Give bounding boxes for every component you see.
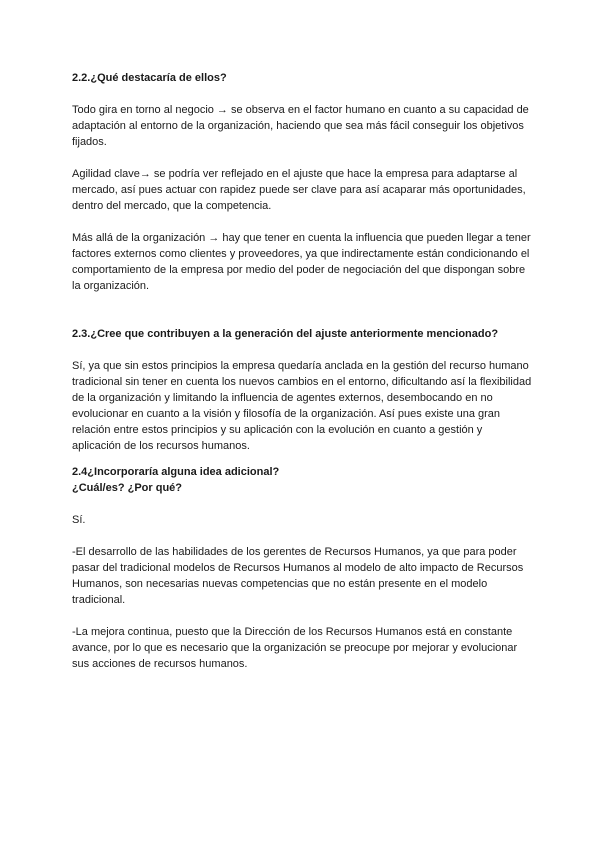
paragraph: -El desarrollo de las habilidades de los gerentes de Recursos Humanos, ya que para poder pasar del tradicional modelos de Recursos Humanos al modelo de alto impacto de Recursos Humanos, son necesarias nuevas competencias que no están presente en el modelo tradicional.	[72, 546, 524, 606]
paragraph: Sí.	[72, 514, 86, 526]
section-heading-2-4-line1: 2.4¿Incorporaría alguna idea adicional?	[72, 466, 280, 478]
paragraph: Sí, ya que sin estos principios la empresa quedaría anclada en la gestión del recurso humano tradicional sin tener en cuenta los nuevos cambios en el entorno, dificultando así la flexibilidad de la organización y limitando la influencia de agentes externos, desembocando en no evolucionar en cuanto a la visión y filosofía de la organización. Así pues existe una gran relación entre estos principios y su aplicación con la evolución en cuanto a gestión y aplicación de los recursos humanos.	[72, 360, 532, 452]
paragraph: Agilidad clave→ se podría ver reflejado en el ajuste que hace la empresa para adaptarse al mercado, así pues actuar con rapidez puede ser clave para así acaparar más oportunidades, dentro del mercado, que la competencia.	[72, 168, 526, 212]
section-heading-2-4-line2: ¿Cuál/es? ¿Por qué?	[72, 482, 183, 494]
paragraph: Todo gira en torno al negocio → se observa en el factor humano en cuanto a su capacidad de adaptación al entorno de la organización, haciendo que sea más fácil conseguir los objetivos fijados.	[72, 104, 529, 148]
section-heading-2-2: 2.2.¿Qué destacaría de ellos?	[72, 72, 227, 84]
section-heading-2-3: 2.3.¿Cree que contribuyen a la generación del ajuste anteriormente mencionado?	[72, 328, 499, 340]
paragraph: Más allá de la organización → hay que tener en cuenta la influencia que pueden llegar a tener factores externos como clientes y proveedores, ya que indirectamente están condicionando el comportamiento de la empresa por medio del poder de negociación del que dispongan sobre la organización.	[72, 232, 531, 292]
paragraph: -La mejora continua, puesto que la Dirección de los Recursos Humanos está en constante avance, por lo que es necesario que la organización se preocupe por mejorar y evolucionar sus acciones de recursos humanos.	[72, 626, 518, 670]
document-body	[72, 70, 532, 672]
